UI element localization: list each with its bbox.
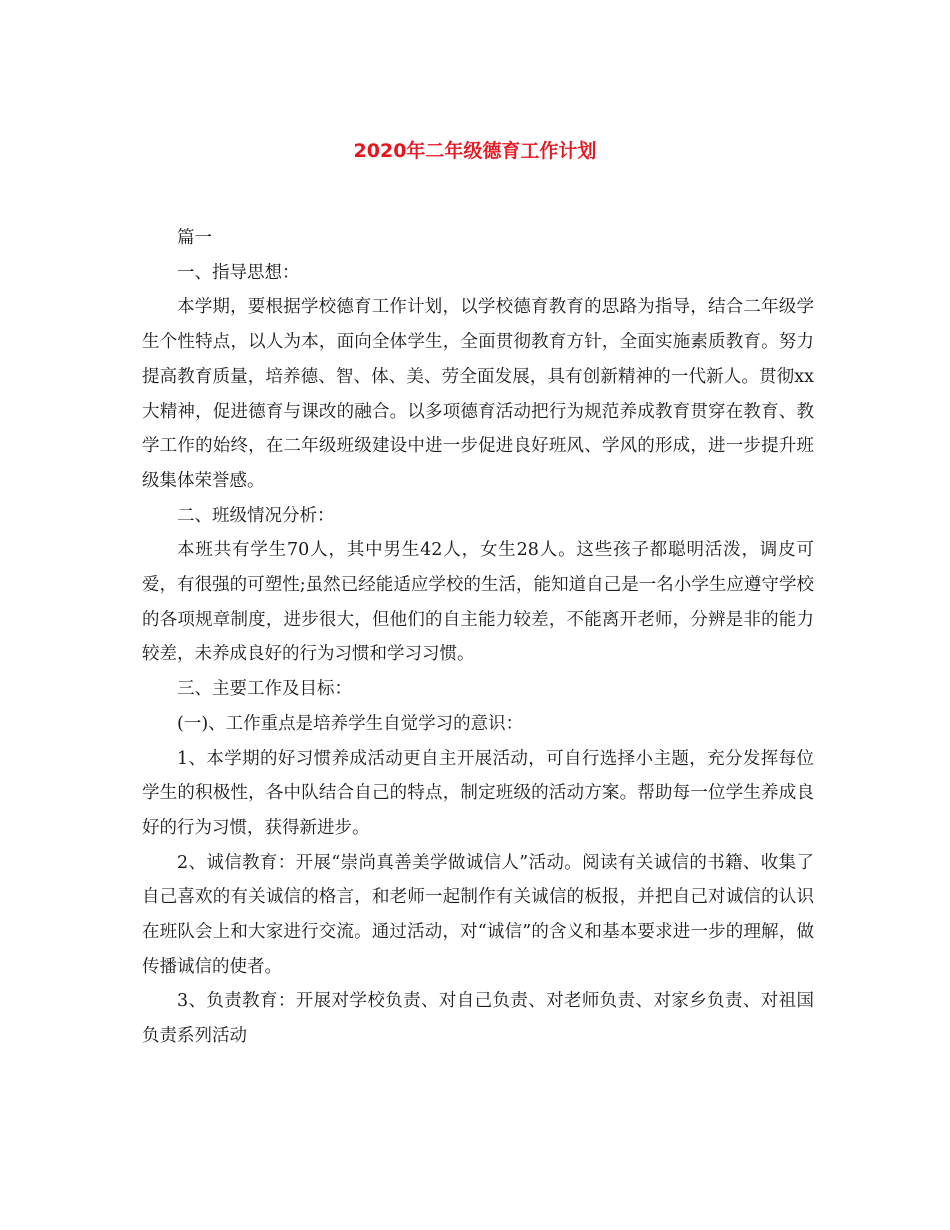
document-title: 2020年二年级德育工作计划 <box>353 140 597 162</box>
heading-guiding-thought: 一、指导思想： <box>177 262 300 283</box>
paragraph-guiding-thought: 本学期，要根据学校德育工作计划，以学校德育教育的思路为指导，结合二年级学生个性特点，以人为本，面向全体学生，全面贯彻教育方针，全面实施素质教育。努力提高教育质量，培养德、智、体、美、劳全面发展，具有创新精神的一代新人。贯彻xx大精神，促进德育与课改的融合。以多项德育活动把行为规范养成教育贯穿在教育、教学工作的始终，在二年级班级建设中进一步促进良好班风、学风的形成，进一步提升班级集体荣誉感。 <box>142 297 814 491</box>
list-item-habits: 1、本学期的好习惯养成活动更自主开展活动，可自行选择小主题，充分发挥每位学生的积极性，各中队结合自己的特点，制定班级的活动方案。帮助每一位学生养成良好的行为习惯，获得新进步。 <box>142 748 814 838</box>
paragraph-class-analysis: 本班共有学生70人，其中男生42人，女生28人。这些孩子都聪明活泼，调皮可爱，有很强的可塑性;虽然已经能适应学校的生活，能知道自己是一名小学生应遵守学校的各项规章制度，进步很大，但他们的自主能力较差，不能离开老师，分辨是非的能力较差，未养成良好的行为习惯和学习习惯。 <box>142 540 814 665</box>
subheading-work-focus: (一)、工作重点是培养学生自觉学习的意识： <box>177 713 524 734</box>
section-label: 篇一 <box>177 228 212 248</box>
list-item-integrity: 2、诚信教育：开展“崇尚真善美学做诚信人”活动。阅读有关诚信的书籍、收集了自己喜欢的有关诚信的格言，和老师一起制作有关诚信的板报，并把自己对诚信的认识在班队会上和大家进行交流。通过活动，对“诚信”的含义和基本要求进一步的理解，做传播诚信的使者。 <box>142 852 814 977</box>
document-body <box>142 221 814 1054</box>
heading-class-analysis: 二、班级情况分析： <box>177 505 335 526</box>
list-item-responsibility: 3、负责教育：开展对学校负责、对自己负责、对老师负责、对家乡负责、对祖国负责系列活动 <box>142 991 814 1047</box>
heading-main-work: 三、主要工作及目标： <box>177 679 352 700</box>
